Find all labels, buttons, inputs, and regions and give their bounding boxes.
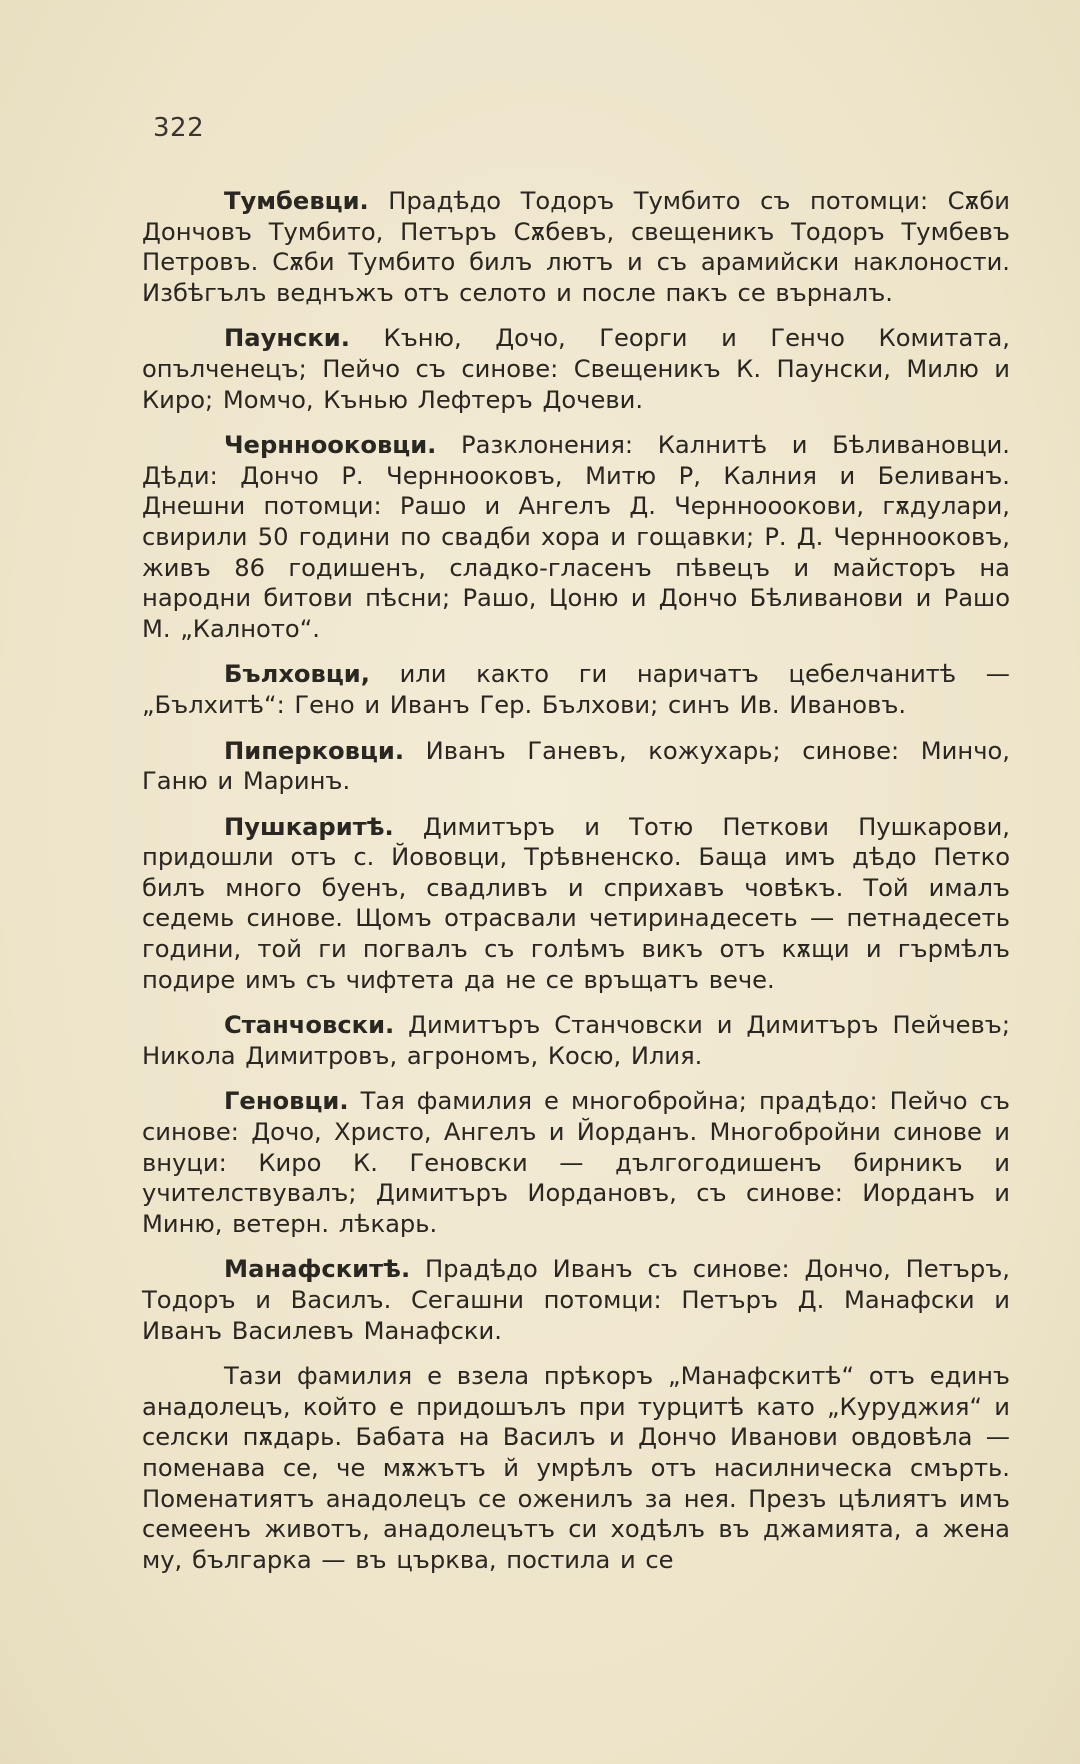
entry-text: Тая фамилия е многобройна; прадѣдо: Пейчо съ синове: Дочо, Христо, Ангелъ и Йорданъ. Многобройни синове и внуци: Киро К. Геновски — дългогодишенъ бирникъ и учителствувалъ; Димитъръ Иордановъ, съ синове: Иорданъ и Миню, ветерн. лѣкарь. bbox=[142, 1087, 1010, 1238]
entry-text: Разклонения: Калнитѣ и Бѣливановци. Дѣди: Дончо Р. Черннооковъ, Митю Р, Калния и Беливанъ. Днешни потомци: Рашо и Ангелъ Д. Черннооокови, гѫдулари, свирили 50 години по свадби хора и гощавки; Р. Д. Черннооковъ, живъ 86 годишенъ, сладко-гласенъ пѣвецъ и майсторъ на народни битови пѣсни; Рашо, Цоню и Дончо Бѣливанови и Рашо М. „Калното“. bbox=[142, 431, 1010, 643]
entry-text: Прадѣдо Иванъ съ синове: Дончо, Петъръ, Тодоръ и Василъ. Сегашни потомци: Петъръ Д. Манафски и Иванъ Василевъ Манафски. bbox=[142, 1255, 1010, 1345]
entry-text: Димитъръ Станчовски и Димитъръ Пейчевъ; Никола Димитровъ, агрономъ, Косю, Илия. bbox=[142, 1011, 1010, 1070]
family-entry-piperkovtsi bbox=[142, 736, 1010, 797]
family-name: Манафскитѣ. bbox=[224, 1255, 411, 1284]
family-name: Станчовски. bbox=[224, 1011, 395, 1040]
entry-text: Къню, Дочо, Георги и Генчо Комитата, опълченецъ; Пейчо съ синове: Свещеникъ К. Паунски, Милю и Киро; Момчо, Кънью Лефтеръ Дочеви. bbox=[142, 324, 1010, 414]
family-entry-manafskite bbox=[142, 1254, 1010, 1346]
family-name: Бълховци, bbox=[224, 660, 370, 689]
family-name: Геновци. bbox=[224, 1087, 349, 1116]
entry-text: или както ги наричатъ цебелчанитѣ — „Бълхитѣ“: Гено и Иванъ Гер. Бълхови; синъ Ив. Ивановъ. bbox=[142, 660, 1010, 719]
family-entry-chernookovtsi bbox=[142, 430, 1010, 644]
family-entry-tumbevtsi bbox=[142, 186, 1010, 308]
family-entry-genovtsi bbox=[142, 1086, 1010, 1239]
page-number: 322 bbox=[153, 113, 205, 143]
family-entry-balhovtsi bbox=[142, 659, 1010, 720]
entry-text: Прадѣдо Тодоръ Тумбито съ потомци: Сѫби Дончовъ Тумбито, Петъръ Сѫбевъ, свещеникъ Тодоръ Тумбевъ Петровъ. Сѫби Тумбито билъ лютъ и съ арамийски наклоности. Избѣгълъ веднъжъ отъ селото и после пакъ се върналъ. bbox=[142, 187, 1010, 307]
family-name: Черннооковци. bbox=[224, 431, 437, 460]
family-entry-paunski bbox=[142, 323, 1010, 415]
family-name: Пушкаритѣ. bbox=[224, 812, 394, 841]
body-paragraph bbox=[142, 1361, 1010, 1575]
family-entry-pushkarite bbox=[142, 812, 1010, 996]
entry-text: Иванъ Ганевъ, кожухарь; синове: Минчо, Ганю и Маринъ. bbox=[142, 736, 1010, 796]
family-name: Пиперковци. bbox=[224, 736, 405, 765]
entry-text: Димитъръ и Тотю Петкови Пушкарови, придошли отъ с. Йововци, Трѣвненско. Баща имъ дѣдо Петко билъ много буенъ, свадливъ и сприхавъ човѣкъ. Той ималъ седемь синове. Щомъ отрасвали четиринадесеть — петнадесеть години, той ги погвалъ съ голѣмъ викъ отъ кѫщи и гърмѣлъ подире имъ съ чифтета да не се връщатъ вече. bbox=[142, 812, 1010, 994]
family-name: Тумбевци. bbox=[224, 187, 369, 215]
family-entry-stanchovski bbox=[142, 1010, 1010, 1071]
main-text bbox=[142, 186, 1010, 1575]
family-name: Паунски. bbox=[224, 324, 350, 353]
entry-text: Тази фамилия е взела прѣкоръ „Манафскитѣ“ отъ единъ анадолецъ, който е придошълъ при турцитѣ като „Куруджия“ и селски пѫдарь. Бабата на Василъ и Дончо Иванови овдовѣла — поменава се, че мѫжътъ й умрѣлъ отъ насилническа смърть. Поменатиятъ анадолецъ се оженилъ за нея. Презъ цѣлиятъ имъ семеенъ животъ, анадолецътъ си ходѣлъ въ джамията, а жена му, българка — въ църква, постила и се bbox=[142, 1362, 1010, 1574]
